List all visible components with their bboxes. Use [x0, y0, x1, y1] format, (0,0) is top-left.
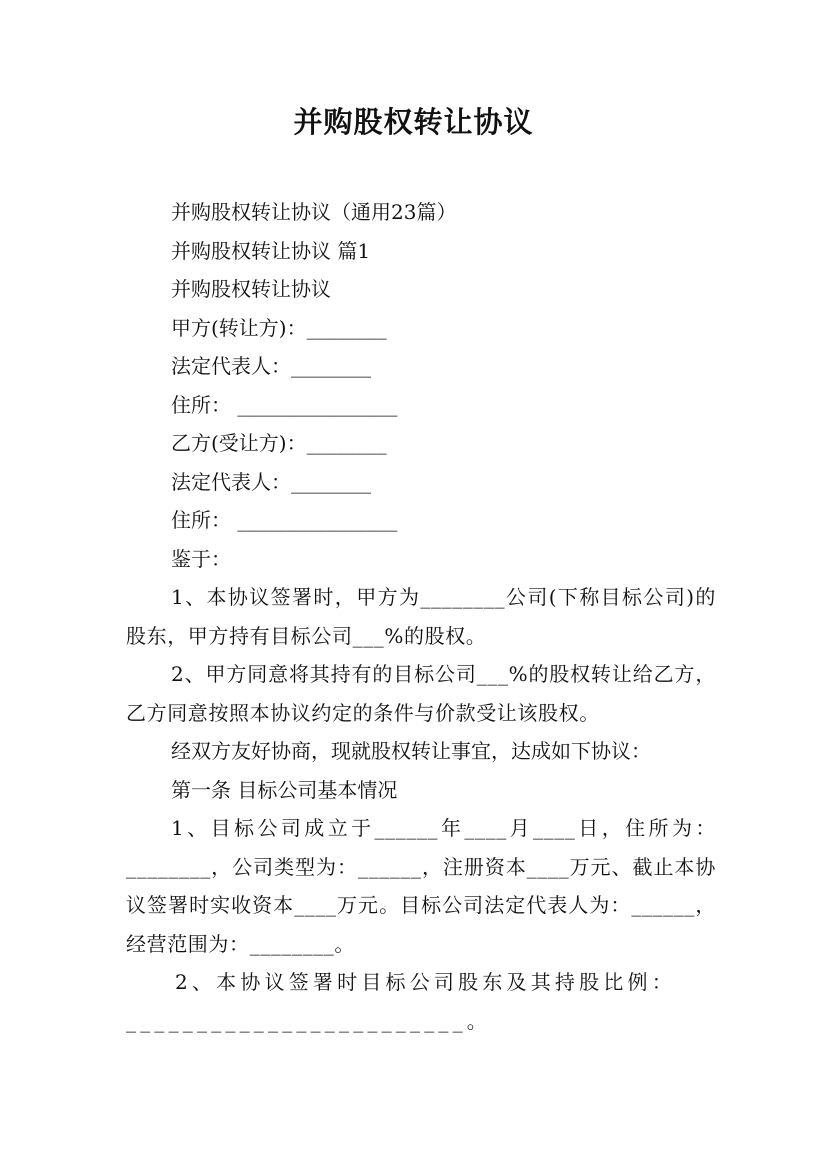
article-1-heading: 第一条 目标公司基本情况	[171, 777, 398, 802]
document-title: 并购股权转让协议	[293, 105, 534, 139]
article-1-item-2-paragraph: 2、本协议签署时目标公司股东及其持股比例：________________________。	[126, 970, 676, 1033]
party-a-line: 甲方(转让方)：________	[171, 315, 387, 340]
article-1-item-1-paragraph: 1、目标公司成立于______年____月____日，住所为：________，公司类型为：______，注册资本____万元、截止本协议签署时实收资本____万元。目标公司法定代表人为：______，经营范围为：________。	[126, 816, 716, 956]
party-b-representative-line: 法定代表人：________	[171, 469, 371, 494]
heading-part-1: 并购股权转让协议 篇1	[171, 238, 371, 263]
party-a-address-line: 住所： ________________	[171, 392, 398, 417]
party-b-address-line: 住所： ________________	[171, 508, 398, 532]
party-b-line: 乙方(受让方)：________	[171, 431, 387, 455]
consensus-line: 经双方友好协商，现就股权转让事宜，达成如下协议：	[171, 739, 651, 763]
heading-agreement-name: 并购股权转让协议	[171, 277, 331, 301]
clause-2-paragraph: 2、甲方同意将其持有的目标公司___%的股权转让给乙方，乙方同意按照本协议约定的条件与价款受让该股权。	[126, 662, 716, 725]
document-body	[126, 193, 716, 1040]
heading-general: 并购股权转让协议（通用23篇）	[171, 200, 457, 224]
clause-1-paragraph: 1、本协议签署时，甲方为________公司(下称目标公司)的股东，甲方持有目标公司___%的股权。	[126, 585, 716, 648]
whereas-line: 鉴于：	[171, 546, 231, 571]
party-a-representative-line: 法定代表人：________	[171, 354, 371, 378]
